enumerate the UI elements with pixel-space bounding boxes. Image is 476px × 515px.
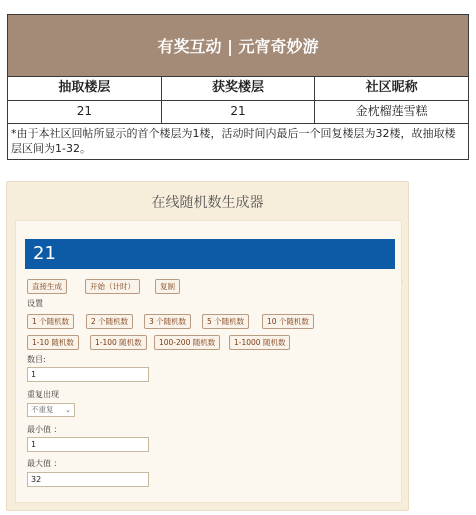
chevron-down-icon: ⌄ [65,406,71,414]
table-title: 有奖互动 | 元宵奇妙游 [8,15,468,77]
min-input[interactable]: 1 [27,437,149,452]
repeat-select-value: 不重复 [31,405,54,414]
header-nickname: 社区昵称 [365,80,418,95]
start-timed-button[interactable]: 开始（计时） [85,279,140,294]
cell-nickname: 金枕榴莲雪糕 [355,104,428,118]
copy-button[interactable]: 复制 [155,279,180,294]
header-draw-floor: 抽取楼层 [8,77,162,100]
range-button-1-100[interactable]: 1-100 随机数 [90,335,147,350]
count-button-5[interactable]: 5 个随机数 [202,314,249,329]
range-button-1-10[interactable]: 1-10 随机数 [27,335,79,350]
generator-title: 在线随机数生成器 [151,195,264,211]
count-button-1[interactable]: 1 个随机数 [27,314,74,329]
header-winning-floor: 获奖楼层 [162,77,316,100]
direct-generate-button[interactable]: 直接生成 [27,279,67,294]
count-button-2[interactable]: 2 个随机数 [86,314,133,329]
min-label: 最小值 ： [27,425,62,434]
count-input[interactable]: 1 [27,367,149,382]
table-row [8,101,468,124]
random-number-generator-panel [6,181,409,511]
max-label: 最大值 ： [27,459,62,468]
count-label: 数目: [27,355,46,364]
range-button-1-1000[interactable]: 1-1000 随机数 [229,335,290,350]
table-note: *由于本社区回帖所显示的首个楼层为1楼，活动时间内最后一个回复楼层为32楼，故抽取楼层区间为1-32。 [11,127,456,155]
repeat-label: 重复出现 [27,390,59,399]
settings-label: 设置 [27,299,43,308]
cell-winning-floor: 21 [162,101,316,123]
table-header-row [8,77,468,101]
repeat-select[interactable] [27,403,75,417]
max-input[interactable]: 32 [27,472,149,487]
count-button-3[interactable]: 3 个随机数 [144,314,191,329]
winner-table [7,14,469,160]
cell-draw-floor: 21 [8,101,162,123]
range-button-100-200[interactable]: 100-200 随机数 [154,335,220,350]
result-display: 21 [25,239,395,269]
count-button-10[interactable]: 10 个随机数 [262,314,314,329]
generator-form [15,220,402,503]
